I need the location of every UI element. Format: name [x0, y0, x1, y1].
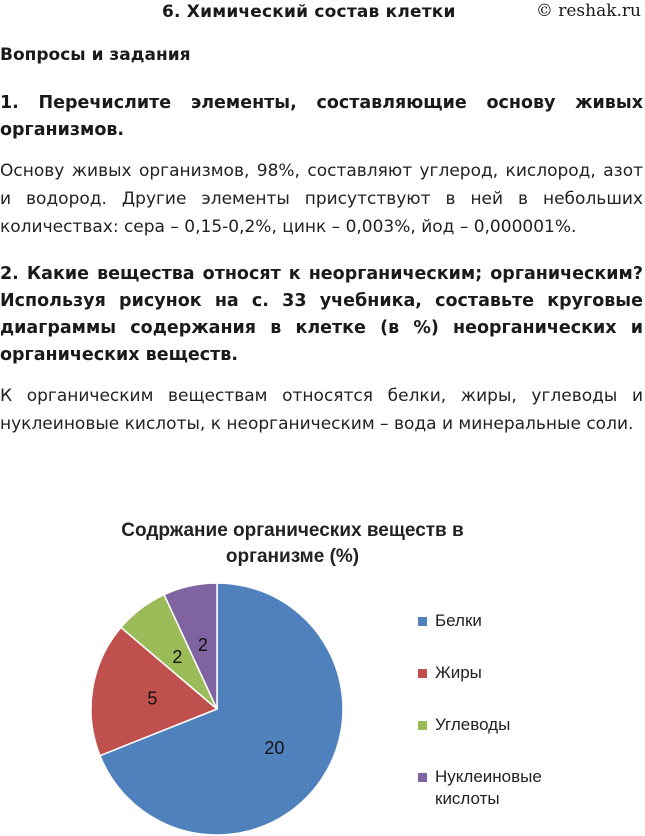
pie-data-label-4: 2 — [197, 635, 208, 656]
question-2: 2. Какие вещества относят к неорганическим; органическим? Используя рисунок на с. 33 учебника, составьте круговые диаграммы содержания в клетке (в %) неорганических и органических веществ. — [0, 264, 643, 365]
legend-swatch-3 — [418, 721, 427, 730]
legend-swatch-1 — [418, 617, 427, 626]
legend-label-3: Углеводы — [435, 715, 511, 734]
document-body — [0, 44, 643, 438]
question-1: 1. Перечислите элементы, составляющие основу живых организмов. — [0, 93, 643, 140]
pie-data-label-1: 20 — [264, 737, 285, 758]
pie-data-label-2: 5 — [147, 688, 158, 709]
legend-label-4: Нуклеиновые кислоты — [435, 767, 542, 808]
source-credit: © reshak.ru — [535, 1, 641, 21]
pie-chart — [0, 512, 645, 836]
answer-2: К органическим веществам относятся белки, жиры, углеводы и нуклеиновые кислоты, к неорганическим – вода и минеральные соли. — [0, 386, 643, 434]
chapter-title: 6. Химический состав клетки — [162, 2, 456, 22]
page-header — [0, 0, 645, 26]
pie-data-label-3: 2 — [172, 646, 183, 667]
legend-item-3 — [418, 714, 585, 736]
legend-item-1 — [418, 610, 585, 632]
legend-item-4 — [418, 766, 585, 810]
legend-item-2 — [418, 662, 585, 684]
legend-swatch-4 — [418, 773, 427, 782]
legend-label-1: Белки — [435, 611, 482, 630]
legend-label-2: Жиры — [435, 663, 482, 682]
chart-title: Содржание органических веществ в организме (%) — [121, 520, 464, 567]
answer-1: Основу живых организмов, 98%, составляют углерод, кислород, азот и водород. Другие элементы присутствуют в ней в небольших количествах: сера – 0,15-0,2%, цинк – 0,003%, йод – 0,000001%. — [0, 161, 643, 237]
section-title: Вопросы и задания — [0, 45, 191, 65]
legend-swatch-2 — [418, 669, 427, 678]
